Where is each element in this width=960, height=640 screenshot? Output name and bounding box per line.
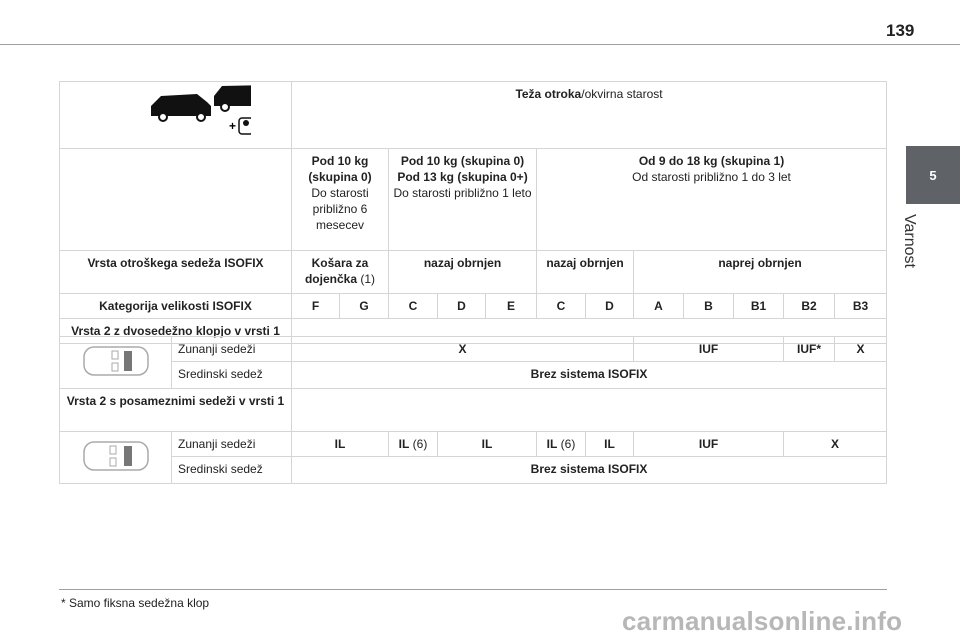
cell: Brez sistema ISOFIX (292, 457, 887, 484)
size-class-cell: B (684, 294, 734, 319)
cell: X (292, 337, 634, 362)
cell: IUF (634, 432, 784, 457)
empty-cell (60, 149, 292, 251)
section1-title: Vrsta 2 z dvosedežno klopjo v vrsti 1 (60, 319, 292, 344)
size-class-cell: B2 (784, 294, 835, 319)
watermark: carmanualsonline.info (622, 606, 903, 636)
footnote-divider (59, 589, 887, 590)
cell: IL (6) (537, 432, 586, 457)
van-child-seat-icon (101, 82, 251, 138)
outer-seats-label: Zunanji sedeži (172, 432, 292, 457)
section2-title: Vrsta 2 s posameznimi sedeži v vrsti 1 (60, 389, 292, 432)
cell: X (784, 432, 887, 457)
size-class-label: Kategorija velikosti ISOFIX (60, 294, 292, 319)
weight-header: Teža otroka/okvirna starost (292, 82, 887, 149)
isofix-table-sections (59, 336, 887, 484)
seat-layout-icon-cell (60, 432, 172, 484)
outer-seats-label: Zunanji sedeži (172, 337, 292, 362)
page-number: 139 (886, 21, 915, 40)
isofix-table (59, 81, 887, 344)
cell: IUF* (784, 337, 835, 362)
forward-facing: naprej obrnjen (634, 251, 887, 294)
vehicle-icon-cell (60, 82, 292, 149)
group-0-b: Pod 10 kg (skupina 0) Pod 13 kg (skupina 0+) Do starosti približno 1 leto (389, 149, 537, 251)
empty-cell (292, 389, 887, 432)
group-1: Od 9 do 18 kg (skupina 1) Od starosti približno 1 do 3 let (537, 149, 887, 251)
chapter-title: Varnost (901, 214, 918, 268)
size-class-cell: A (634, 294, 684, 319)
cell: X (835, 337, 887, 362)
carrycot: Košara za dojenčka (1) (292, 251, 389, 294)
size-class-cell: C (389, 294, 438, 319)
size-class-cell: F (292, 294, 340, 319)
center-seat-label: Sredinski sedež (172, 457, 292, 484)
center-seat-label: Sredinski sedež (172, 362, 292, 389)
size-class-cell: E (486, 294, 537, 319)
seat-layout-icon (80, 436, 152, 476)
cell: IL (292, 432, 389, 457)
seat-layout-icon (80, 341, 152, 381)
size-class-cell: G (340, 294, 389, 319)
seat-type-label: Vrsta otroškega sedeža ISOFIX (60, 251, 292, 294)
group-0-a: Pod 10 kg (skupina 0) Do starosti približno 6 mesecev (292, 149, 389, 251)
svg-text:+: + (228, 119, 236, 133)
cell: Brez sistema ISOFIX (292, 362, 887, 389)
top-divider (0, 44, 960, 45)
cell: IL (6) (389, 432, 438, 457)
seat-layout-icon-cell (60, 337, 172, 389)
rear-facing-1: nazaj obrnjen (389, 251, 537, 294)
rear-facing-2: nazaj obrnjen (537, 251, 634, 294)
footnote: * Samo fiksna sedežna klop (61, 596, 210, 610)
cell: IUF (634, 337, 784, 362)
size-class-cell: B1 (734, 294, 784, 319)
cell: IL (586, 432, 634, 457)
size-class-cell: C (537, 294, 586, 319)
size-class-cell: D (438, 294, 486, 319)
size-class-cell: B3 (835, 294, 887, 319)
size-class-cell: D (586, 294, 634, 319)
cell: IL (438, 432, 537, 457)
chapter-tab[interactable]: 5 (906, 146, 960, 204)
